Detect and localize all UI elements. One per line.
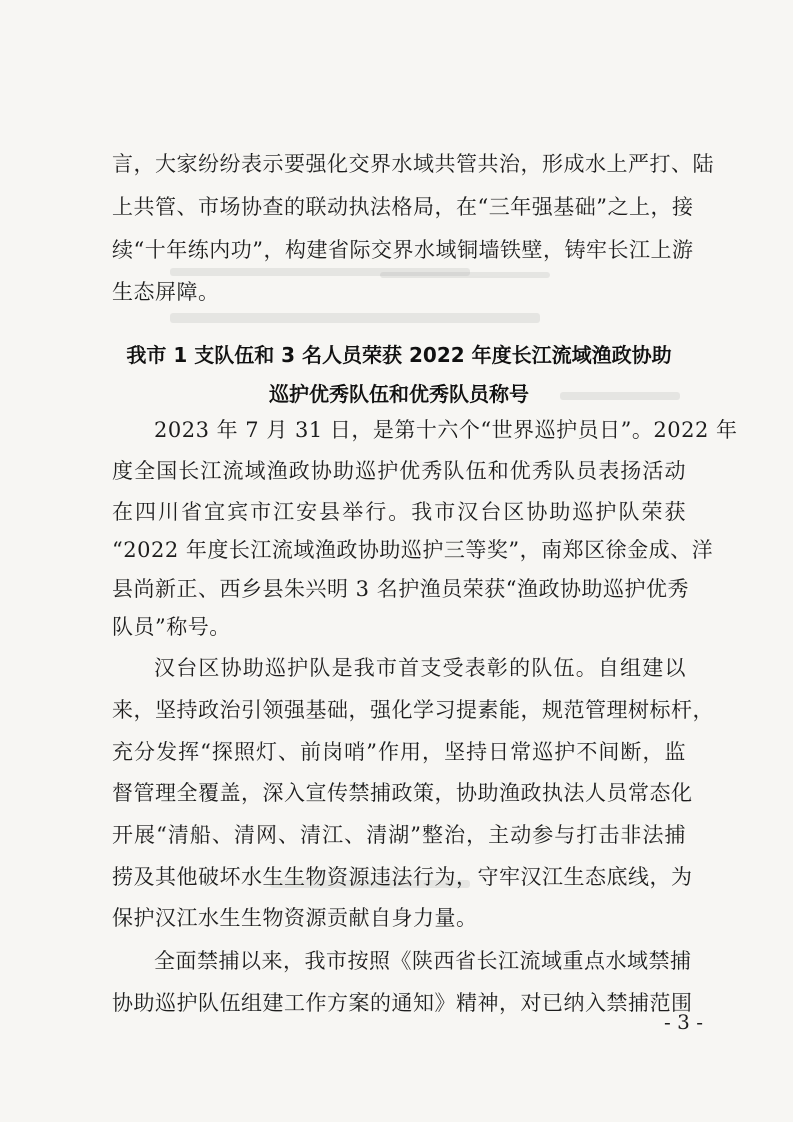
continuation-line: 续“十年练内功”，构建省际交界水域铜墙铁壁，铸牢长江上游	[112, 238, 694, 262]
continuation-line: 言，大家纷纷表示要强化交界水域共管共治，形成水上严打、陆	[112, 152, 714, 176]
paragraph-line: 度全国长江流域渔政协助巡护优秀队伍和优秀队员表扬活动	[112, 459, 686, 483]
paragraph-line: 队员”称号。	[112, 615, 231, 639]
paragraph-line: 全面禁捕以来，我市按照《陕西省长江流域重点水域禁捕	[154, 949, 692, 973]
continuation-line: 生态屏障。	[112, 280, 220, 304]
paragraph-line: 县尚新正、西乡县朱兴明 3 名护渔员荣获“渔政协助巡护优秀	[112, 577, 689, 601]
paragraph-line: 捞及其他破坏水生生物资源违法行为，守牢汉江生态底线，为	[112, 865, 693, 889]
paragraph-line: “2022 年度长江流域渔政协助巡护三等奖”，南郑区徐金成、洋	[112, 538, 714, 562]
paragraph-line: 来，坚持政治引领强基础，强化学习提素能，规范管理树标杆，	[112, 698, 714, 722]
article-title-line: 我市 1 支队伍和 3 名人员荣获 2022 年度长江流域渔政协助	[126, 343, 672, 367]
scan-smudge	[380, 272, 550, 278]
paragraph-line: 督管理全覆盖，深入宣传禁捕政策，协助渔政执法人员常态化	[112, 781, 693, 805]
scan-smudge	[170, 313, 540, 323]
article-title-line: 巡护优秀队伍和优秀队员称号	[269, 382, 529, 406]
paragraph-line: 协助巡护队伍组建工作方案的通知》精神，对已纳入禁捕范围	[112, 991, 693, 1015]
paragraph-line: 充分发挥“探照灯、前岗哨”作用，坚持日常巡护不间断，监	[112, 740, 686, 764]
paragraph-line: 在四川省宜宾市江安县举行。我市汉台区协助巡护队荣获	[112, 500, 686, 524]
paragraph-line: 2023 年 7 月 31 日，是第十六个“世界巡护员日”。2022 年	[154, 418, 738, 442]
paragraph-line: 开展“清船、清网、清江、清湖”整治，主动参与打击非法捕	[112, 823, 686, 847]
continuation-line: 上共管、市场协查的联动执法格局，在“三年强基础”之上，接	[112, 195, 694, 219]
paragraph-line: 汉台区协助巡护队是我市首支受表彰的队伍。自组建以	[154, 656, 686, 680]
page-number: - 3 -	[664, 1010, 703, 1034]
paragraph-line: 保护汉江水生生物资源贡献自身力量。	[112, 906, 478, 930]
